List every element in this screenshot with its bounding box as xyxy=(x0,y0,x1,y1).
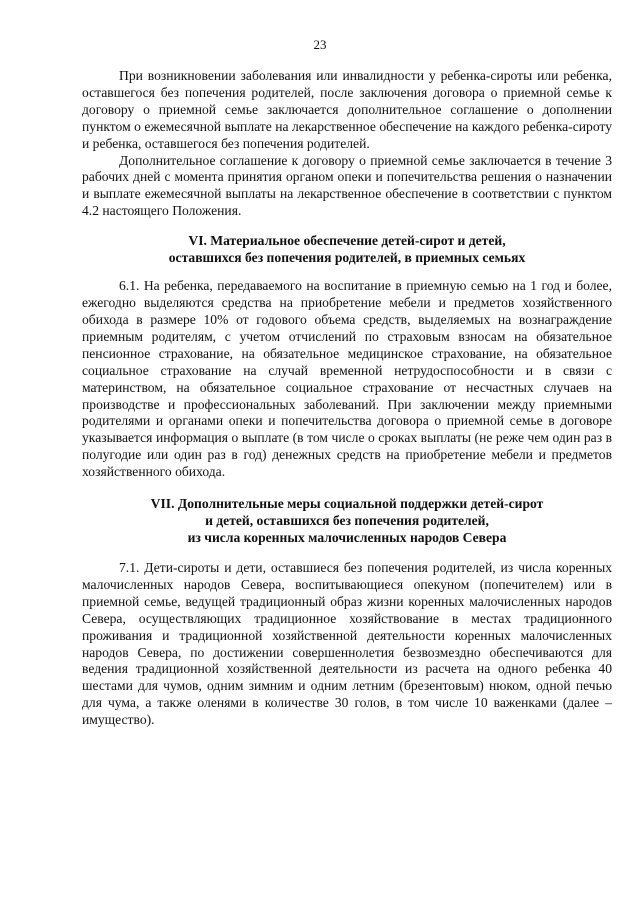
paragraph-6-1: 6.1. На ребенка, передаваемого на воспитание в приемную семью на 1 год и более, ежегодно выделяются средства на приобретение мебели и предметов хозяйственного обихода в размере 10% от годового объема средств, выделяемых на вознаграждение приемным родителям, с учетом отчислений по страховым взносам на обязательное пенсионное страхование, на обязательное медицинское страхование, на обязательное социальное страхование на случай временной нетрудоспособности и в связи с материнством, на обязательное социальное страхование от несчастных случаев на производстве и профессиональных заболеваний. При заключении между приемными родителями и органами опеки и попечительства договора о приемной семье в договоре указывается информация о выплате (в том числе о сроках выплаты (не реже чем один раз в полугодие или один раз в год) денежных средств на приобретение мебели и предметов хозяйственного обихода. xyxy=(82,278,612,480)
section-6-heading-line-2: оставшихся без попечения родителей, в приемных семьях xyxy=(168,250,526,266)
page-content xyxy=(82,68,612,729)
page-number: 23 xyxy=(313,37,327,52)
section-6-heading xyxy=(82,232,612,266)
paragraph-agreement-term: Дополнительное соглашение к договору о приемной семье заключается в течение 3 рабочих дней с момента принятия органом опеки и попечительства решения о назначении и выплате ежемесячной выплаты на лекарственное обеспечение в соответствии с пунктом 4.2 настоящего Положения. xyxy=(82,152,612,219)
section-7-heading-line-2: и детей, оставшихся без попечения родителей, xyxy=(205,513,489,529)
section-7-heading-line-3: из числа коренных малочисленных народов Севера xyxy=(187,530,507,546)
section-7-heading-line-1: VII. Дополнительные меры социальной поддержки детей-сирот xyxy=(150,496,544,512)
section-6-heading-line-1: VI. Материальное обеспечение детей-сирот и детей, xyxy=(188,233,506,249)
paragraph-illness-agreement: При возникновении заболевания или инвалидности у ребенка-сироты или ребенка, оставшегося без попечения родителей, после заключения договора о приемной семье к договору о приемной семье заключается дополнительное соглашение о дополнении пунктом о ежемесячной выплате на лекарственное обеспечение на каждого ребенка-сироту и ребенка, оставшегося без попечения родителей. xyxy=(82,68,612,151)
paragraph-7-1: 7.1. Дети-сироты и дети, оставшиеся без попечения родителей, из числа коренных малочисленных народов Севера, воспитывающиеся опекуном (попечителем) или в приемной семье, ведущей традиционный образ жизни коренных малочисленных народов Севера, осуществляющих традиционное хозяйствование в местах традиционного проживания и традиционной хозяйственной деятельности коренных малочисленных народов Севера, по достижении совершеннолетия безвозмездно обеспечиваются для ведения традиционной хозяйственной деятельности из расчета на одного ребенка 40 шестами для чумов, одним зимним и одним летним (брезентовым) нюком, одной печью для чума, а также оленями в количестве 30 голов, в том числе 10 важенками (далее – имущество). xyxy=(82,560,612,728)
section-7-heading xyxy=(82,495,612,546)
